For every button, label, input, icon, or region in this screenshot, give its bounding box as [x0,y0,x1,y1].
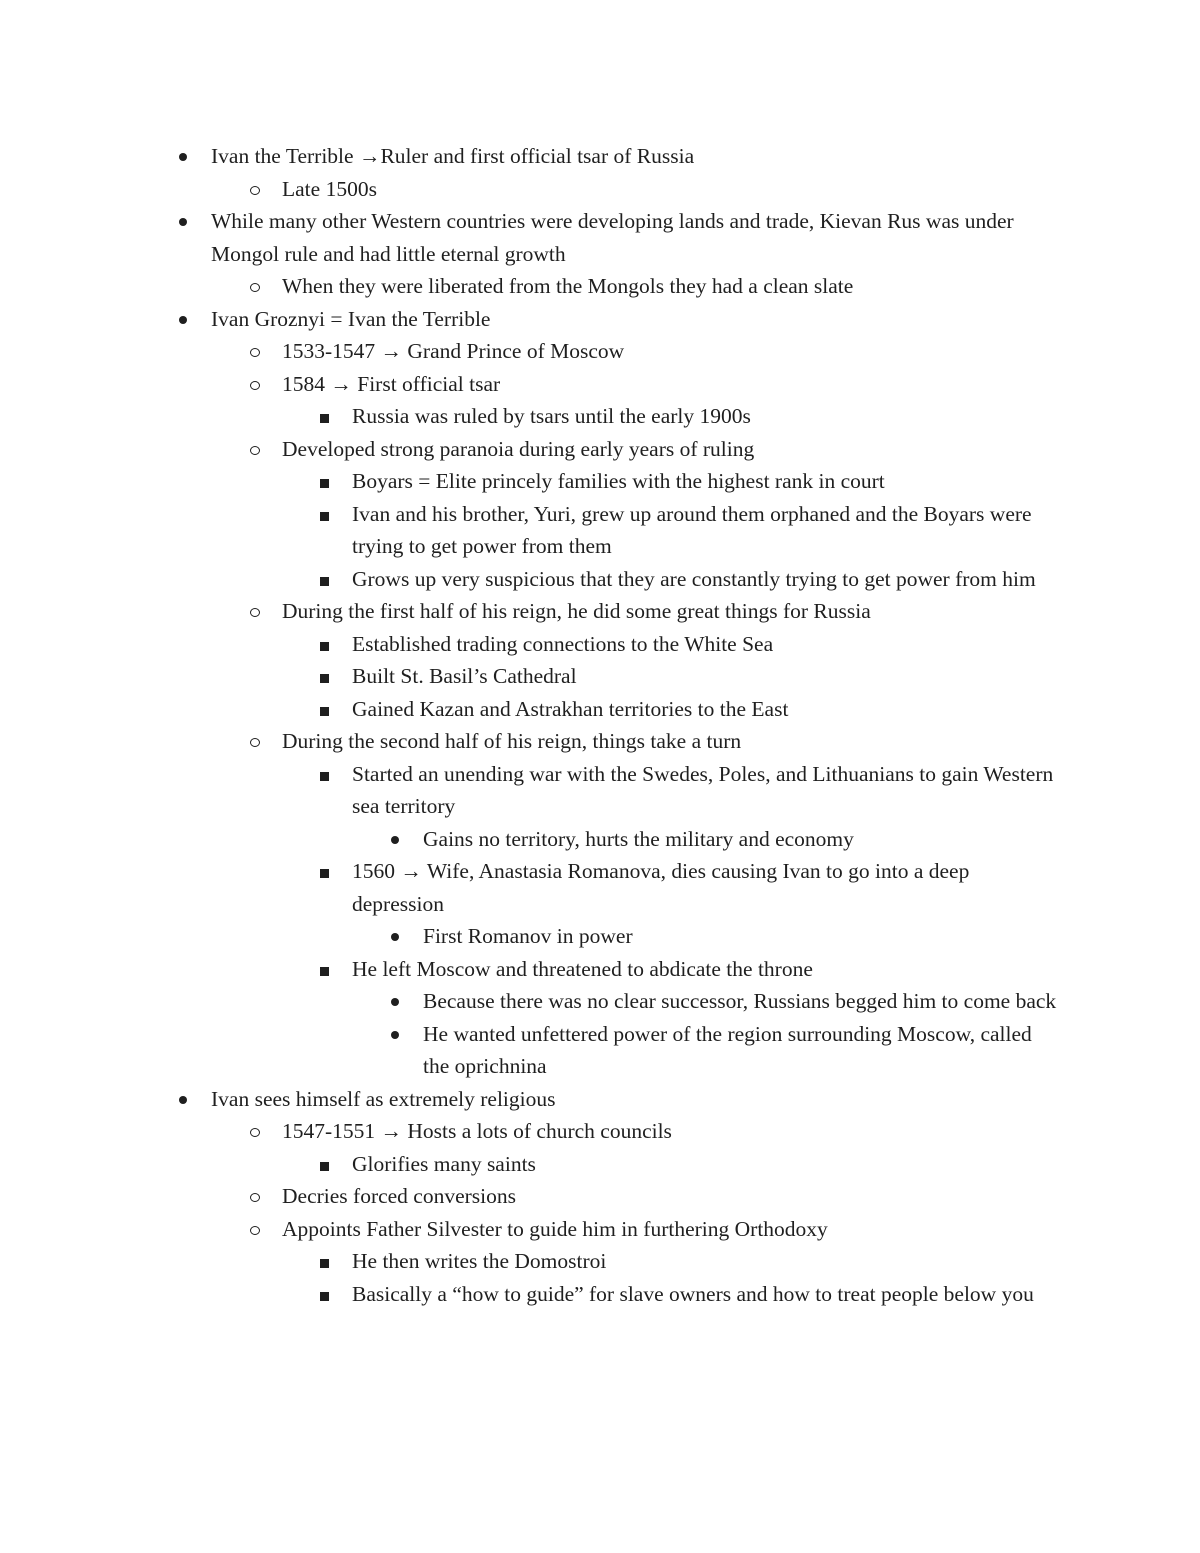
outline-item-text: Russia was ruled by tsars until the early 1900s [352,404,751,428]
filled-square-bullet-icon [320,1162,329,1171]
filled-square-bullet-icon [320,512,329,521]
filled-circle-bullet-icon [391,1031,399,1039]
outline-item-text: Basically a “how to guide” for slave owners and how to treat people below you [352,1281,1034,1306]
outline-item-level-3 [423,985,1063,1018]
outline-item-text: He then writes the Domostroi [352,1249,607,1273]
outline-item-level-0 [211,140,1061,173]
outline-item-level-2 [352,1148,1062,1181]
outline-item-text: Ivan the Terrible →Ruler and first official tsar of Russia [211,144,695,168]
outline-item-level-1 [282,270,1062,303]
outline-item-text: Glorifies many saints [352,1151,536,1176]
outline-item-level-1 [282,335,1062,368]
outline-item-level-3 [423,920,1063,953]
hollow-circle-bullet-icon [250,381,260,390]
hollow-circle-bullet-icon [250,1128,260,1137]
outline-item-level-2 [352,498,1062,563]
outline-item-text: Grows up very suspicious that they are constantly trying to get power from him [352,566,1036,591]
outline-item-text: 1560 → Wife, Anastasia Romanova, dies causing Ivan to go into a deep depression [352,859,970,916]
outline-item-text: When they were liberated from the Mongols they had a clean slate [282,274,854,298]
outline-item-level-2 [352,758,1062,823]
filled-circle-bullet-icon [179,316,187,324]
outline-item-text: 1547-1551 → Hosts a lots of church councils [282,1119,672,1143]
outline-item-level-2 [352,628,1062,661]
hollow-circle-bullet-icon [250,608,260,617]
filled-circle-bullet-icon [179,153,187,161]
outline-item-text: Late 1500s [282,176,377,201]
outline-item-text: First Romanov in power [423,924,633,948]
filled-square-bullet-icon [320,967,329,976]
outline-item-level-2 [352,400,1062,433]
outline-item-text: Built St. Basil’s Cathedral [352,664,577,688]
outline-item-text: Ivan Groznyi = Ivan the Terrible [211,306,491,331]
outline-item-level-2 [352,660,1062,693]
outline-item-text: Appoints Father Silvester to guide him in furthering Orthodoxy [282,1216,828,1241]
filled-circle-bullet-icon [391,836,399,844]
outline-item-text: During the first half of his reign, he did some great things for Russia [282,599,871,623]
outline-item-level-1 [282,725,1062,758]
outline-item-text: He wanted unfettered power of the region surrounding Moscow, called the oprichnina [423,1021,1032,1078]
outline-item-level-0 [211,1083,1061,1116]
hollow-circle-bullet-icon [250,1193,260,1202]
filled-square-bullet-icon [320,707,329,716]
filled-circle-bullet-icon [179,1096,187,1104]
outline-item-text: 1533-1547 → Grand Prince of Moscow [282,339,625,363]
hollow-circle-bullet-icon [250,283,260,292]
outline-item-level-2 [352,1278,1062,1311]
outline-item-level-2 [352,1245,1062,1278]
outline-item-level-1 [282,1213,1062,1246]
hollow-circle-bullet-icon [250,738,260,747]
outline-item-text: He left Moscow and threatened to abdicate the throne [352,956,813,981]
filled-circle-bullet-icon [391,998,399,1006]
outline-item-text: Boyars = Elite princely families with the highest rank in court [352,469,885,493]
outline-item-level-3 [423,823,1063,856]
hollow-circle-bullet-icon [250,348,260,357]
filled-square-bullet-icon [320,674,329,683]
outline-item-text: Decries forced conversions [282,1184,517,1208]
outline-item-text: Gained Kazan and Astrakhan territories to the East [352,696,789,721]
filled-circle-bullet-icon [391,933,399,941]
filled-square-bullet-icon [320,1259,329,1268]
outline-item-level-2 [352,465,1062,498]
outline-item-text: While many other Western countries were developing lands and trade, Kievan Rus was under Mongol rule and had little eternal growth [211,209,1014,266]
filled-square-bullet-icon [320,869,329,878]
outline-item-level-0 [211,205,1061,270]
outline-item-level-2 [352,855,1062,920]
outline-item-level-1 [282,595,1062,628]
filled-square-bullet-icon [320,642,329,651]
outline-item-text: Developed strong paranoia during early years of ruling [282,436,755,461]
hollow-circle-bullet-icon [250,446,260,455]
outline-item-level-0 [211,303,1061,336]
outline-item-text: Ivan sees himself as extremely religious [211,1086,556,1111]
outline-item-text: 1584 → First official tsar [282,371,501,396]
filled-square-bullet-icon [320,772,329,781]
outline-item-level-2 [352,693,1062,726]
outline-item-level-1 [282,433,1062,466]
outline-item-level-2 [352,563,1062,596]
filled-square-bullet-icon [320,577,329,586]
outline-item-text: Ivan and his brother, Yuri, grew up around them orphaned and the Boyars were trying to get power from them [352,501,1032,558]
outline-item-level-1 [282,1180,1062,1213]
outline-item-text: During the second half of his reign, things take a turn [282,729,742,753]
notes-outline-list [0,140,1200,1310]
filled-circle-bullet-icon [179,218,187,226]
outline-item-level-1 [282,368,1062,401]
outline-item-text: Gains no territory, hurts the military and economy [423,826,854,851]
hollow-circle-bullet-icon [250,1226,260,1235]
filled-square-bullet-icon [320,414,329,423]
outline-item-level-1 [282,173,1062,206]
outline-item-text: Established trading connections to the White Sea [352,631,774,656]
outline-item-level-3 [423,1018,1063,1083]
filled-square-bullet-icon [320,479,329,488]
outline-item-level-1 [282,1115,1062,1148]
outline-item-text: Started an unending war with the Swedes, Poles, and Lithuanians to gain Western sea territory [352,761,1054,818]
filled-square-bullet-icon [320,1292,329,1301]
outline-item-level-2 [352,953,1062,986]
hollow-circle-bullet-icon [250,186,260,195]
outline-item-text: Because there was no clear successor, Russians begged him to come back [423,989,1057,1013]
